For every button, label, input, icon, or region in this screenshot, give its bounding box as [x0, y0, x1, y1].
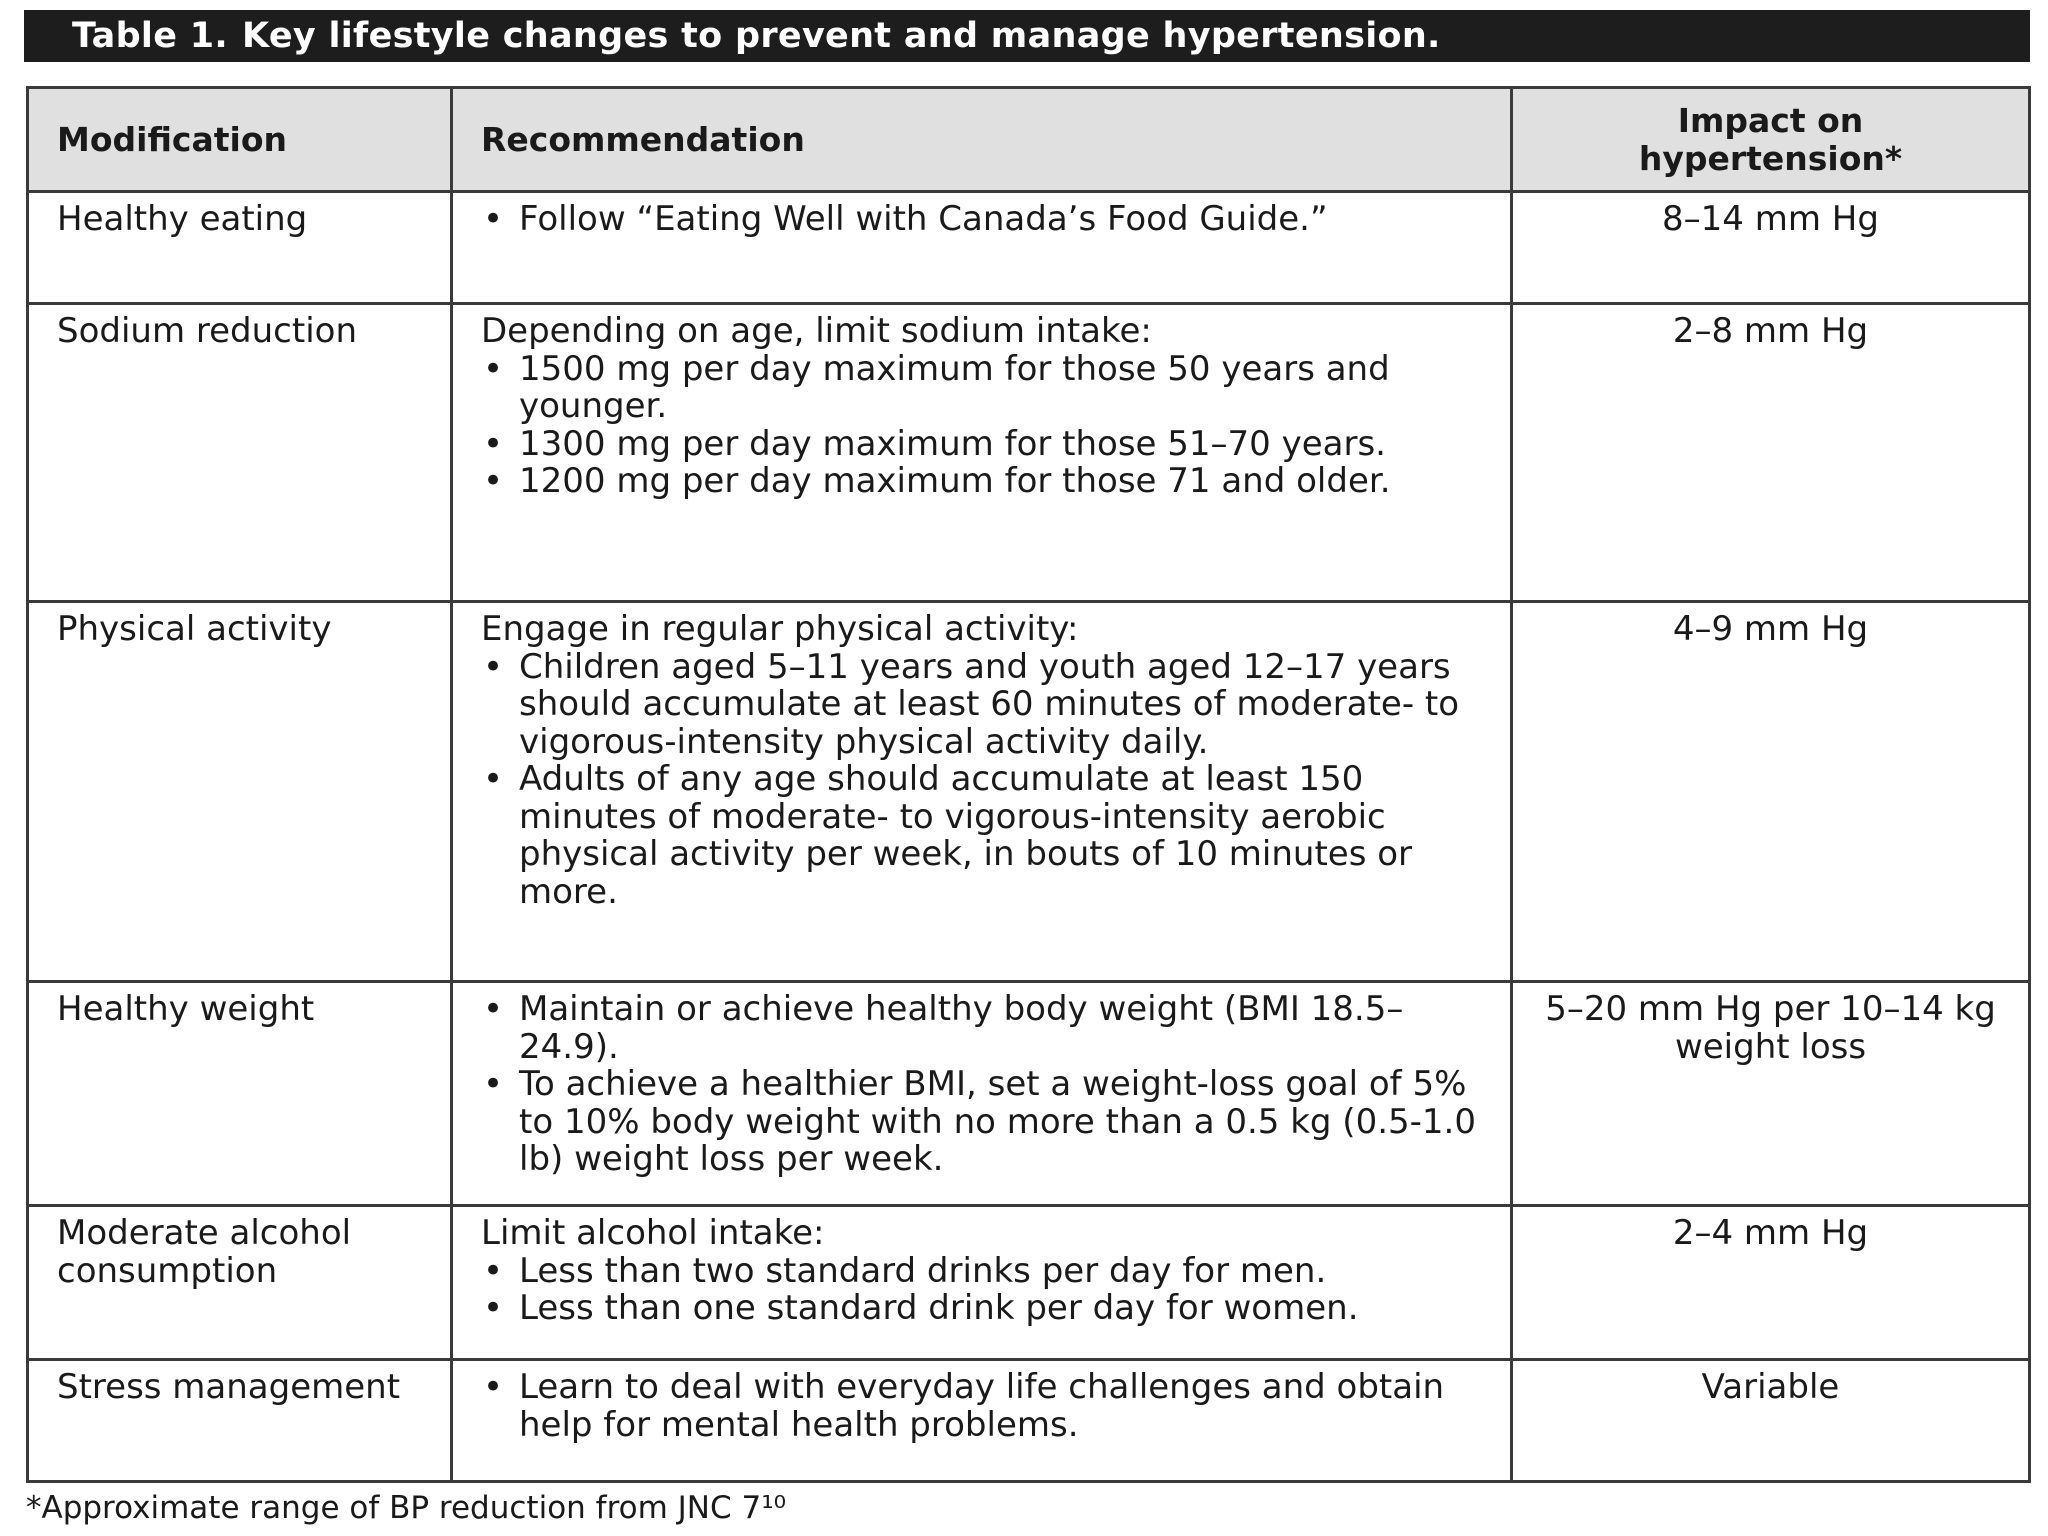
- recommendation-list: [481, 1250, 1482, 1328]
- recommendation-intro: Depending on age, limit sodium intake:: [481, 311, 1152, 351]
- table-row: [28, 1206, 2030, 1360]
- table-row: [28, 982, 2030, 1206]
- recommendation-bullet: • 1200 mg per day maximum for those 71 and older.: [481, 463, 1482, 501]
- header-row: [28, 88, 2030, 192]
- header-recommendation: Recommendation: [452, 88, 1512, 192]
- table-row: [28, 192, 2030, 304]
- recommendation-list: [481, 201, 1482, 239]
- table-body: [28, 192, 2030, 1482]
- recommendation-list: [481, 1369, 1482, 1444]
- recommendation-bullet: • Children aged 5–11 years and youth aged 12–17 years should accumulate at least 60 minutes of moderate- to vigorous-intensity physical activity daily.: [481, 649, 1482, 762]
- table-title: Key lifestyle changes to prevent and manage hypertension.: [242, 16, 1441, 56]
- impact-cell: 2–8 mm Hg: [1512, 304, 2030, 602]
- modification-cell: Stress management: [28, 1360, 452, 1482]
- impact-cell: 8–14 mm Hg: [1512, 192, 2030, 304]
- recommendation-intro: Limit alcohol intake:: [481, 1213, 825, 1253]
- modification-cell: Physical activity: [28, 602, 452, 982]
- table-row: [28, 1360, 2030, 1482]
- table-row: [28, 304, 2030, 602]
- impact-cell: 2–4 mm Hg: [1512, 1206, 2030, 1360]
- recommendation-list: [481, 991, 1482, 1179]
- impact-cell: 4–9 mm Hg: [1512, 602, 2030, 982]
- recommendation-bullet: • To achieve a healthier BMI, set a weight-loss goal of 5% to 10% body weight with no more than a 0.5 kg (0.5-1.0 lb) weight loss per week.: [481, 1066, 1482, 1179]
- header-modification: Modification: [28, 88, 452, 192]
- modification-cell: Healthy weight: [28, 982, 452, 1206]
- recommendation-cell: [452, 192, 1512, 304]
- table-title-bar: [24, 10, 2030, 62]
- recommendation-cell: [452, 1206, 1512, 1360]
- recommendation-bullet: • 1500 mg per day maximum for those 50 years and younger.: [481, 351, 1482, 426]
- modification-cell: Sodium reduction: [28, 304, 452, 602]
- recommendation-bullet: • Less than two standard drinks per day for men.: [481, 1253, 1482, 1291]
- lifestyle-table: [26, 86, 2031, 1483]
- recommendation-bullet: • Follow “Eating Well with Canada’s Food Guide.”: [481, 201, 1482, 239]
- recommendation-bullet: • Adults of any age should accumulate at least 150 minutes of moderate- to vigorous-intensity aerobic physical activity per week, in bouts of 10 minutes or more.: [481, 761, 1482, 911]
- recommendation-list: [481, 348, 1482, 501]
- modification-cell: Healthy eating: [28, 192, 452, 304]
- recommendation-cell: [452, 1360, 1512, 1482]
- recommendation-bullet: • Maintain or achieve healthy body weight (BMI 18.5–24.9).: [481, 991, 1482, 1066]
- recommendation-cell: [452, 982, 1512, 1206]
- recommendation-intro: Engage in regular physical activity:: [481, 609, 1079, 649]
- impact-cell: 5–20 mm Hg per 10–14 kg weight loss: [1512, 982, 2030, 1206]
- header-impact: Impact on hypertension*: [1512, 88, 2030, 192]
- footnote: *Approximate range of BP reduction from JNC 7¹⁰: [26, 1490, 787, 1526]
- recommendation-bullet: • 1300 mg per day maximum for those 51–70 years.: [481, 426, 1482, 464]
- modification-cell: Moderate alcohol consumption: [28, 1206, 452, 1360]
- recommendation-list: [481, 646, 1482, 912]
- impact-cell: Variable: [1512, 1360, 2030, 1482]
- recommendation-bullet: • Learn to deal with everyday life challenges and obtain help for mental health problems.: [481, 1369, 1482, 1444]
- recommendation-cell: [452, 304, 1512, 602]
- table-number: Table 1.: [72, 16, 229, 56]
- table-row: [28, 602, 2030, 982]
- recommendation-bullet: • Less than one standard drink per day for women.: [481, 1290, 1482, 1328]
- recommendation-cell: [452, 602, 1512, 982]
